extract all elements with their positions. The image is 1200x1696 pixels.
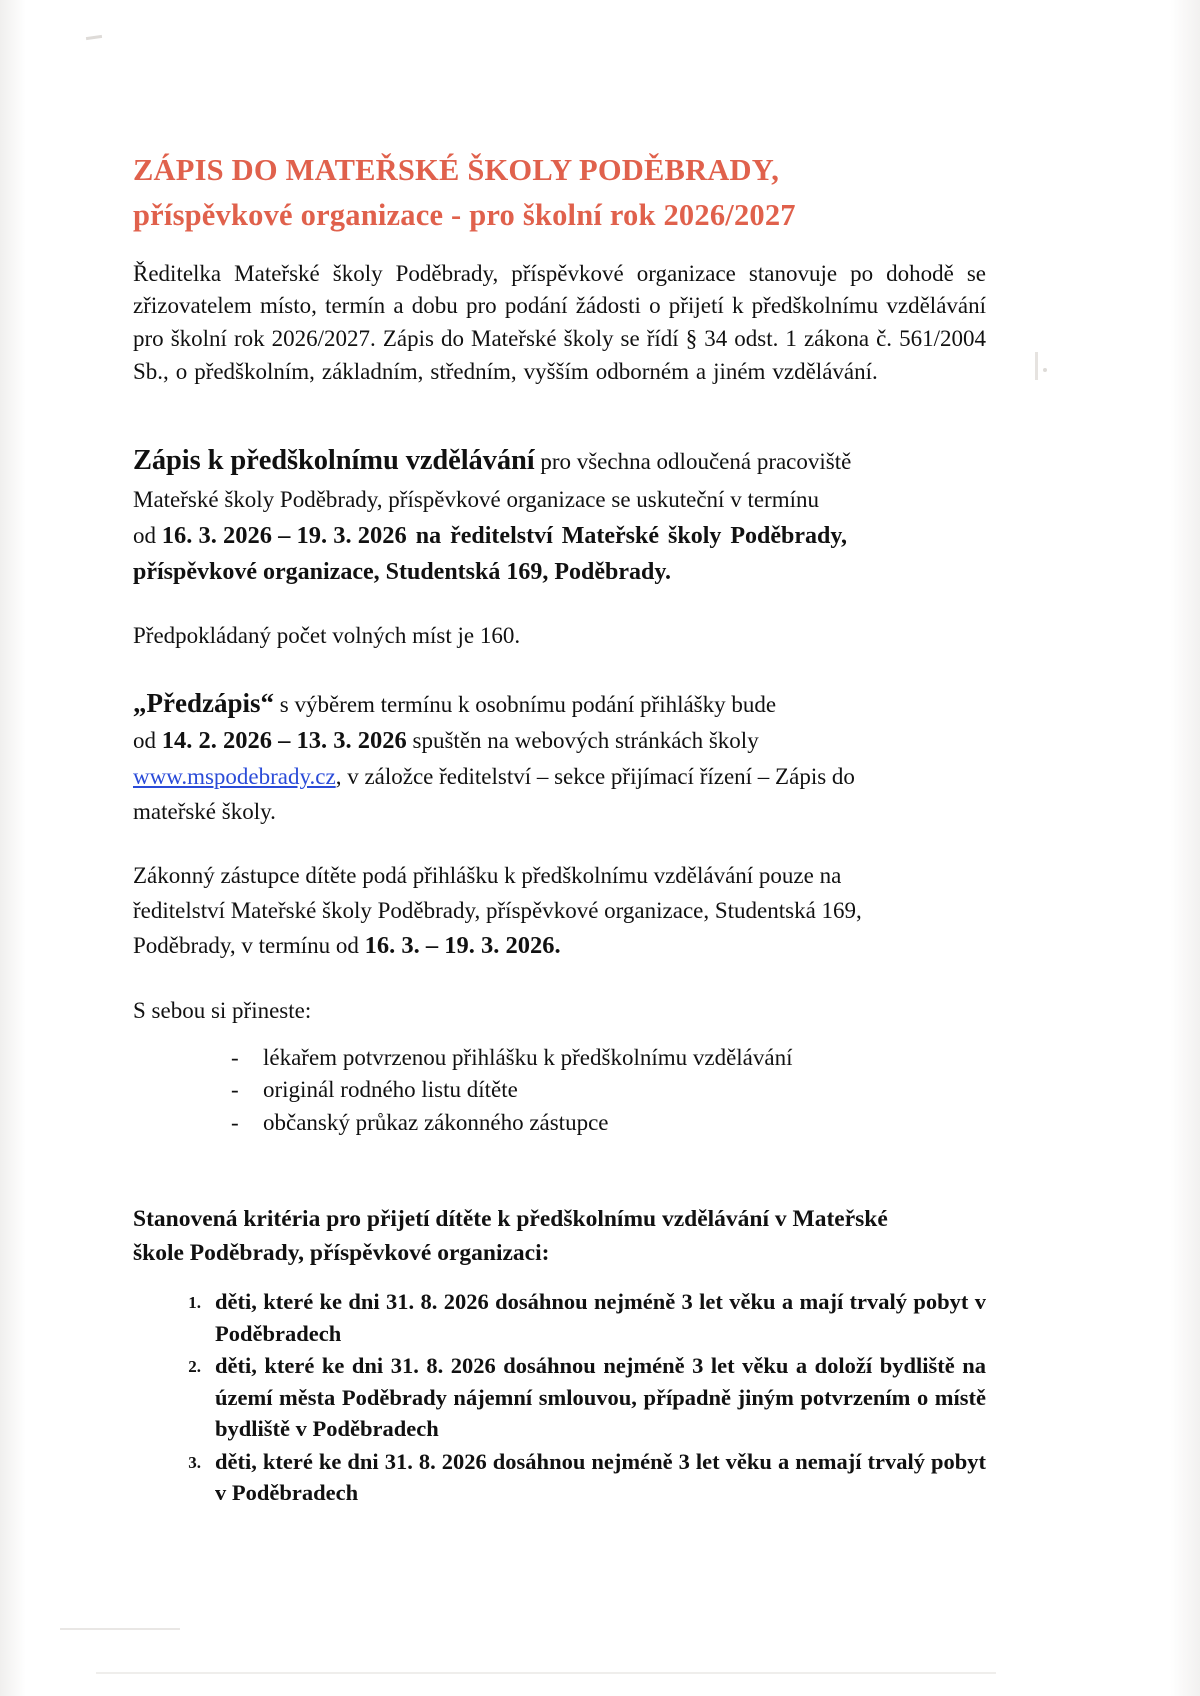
list-item bbox=[231, 1107, 986, 1140]
title-line-1: ZÁPIS DO MATEŘSKÉ ŠKOLY PODĚBRADY, bbox=[133, 153, 780, 187]
scan-artifact bbox=[96, 1672, 996, 1674]
predzapis-heading: „Předzápis“ bbox=[133, 687, 274, 718]
predzapis-line-1 bbox=[133, 683, 986, 724]
predzapis-line-2-suffix: spuštěn na webových stránkách školy bbox=[406, 728, 759, 754]
page-title bbox=[133, 148, 986, 238]
criteria-item bbox=[173, 1286, 986, 1349]
enrollment-heading-suffix: pro všechna odloučená pracoviště bbox=[534, 449, 852, 475]
predzapis-heading-suffix: s výběrem termínu k osobnímu podání přihlášky bude bbox=[274, 691, 777, 717]
title-line-2: příspěvkové organizace - pro školní rok 2026/2027 bbox=[133, 197, 796, 232]
scan-artifact bbox=[1035, 352, 1038, 380]
enrollment-line-3 bbox=[133, 518, 986, 555]
predzapis-block bbox=[133, 683, 986, 829]
scan-edge-right bbox=[1170, 0, 1200, 1696]
enrollment-dates: 16. 3. 2026 – 19. 3. 2026 bbox=[161, 521, 407, 549]
spacer bbox=[133, 388, 986, 440]
enrollment-line-3-suffix: na ředitelství Mateřské školy Poděbrady, bbox=[406, 522, 848, 549]
application-line-3 bbox=[133, 928, 986, 965]
scan-artifact bbox=[1043, 368, 1047, 372]
predzapis-dates: 14. 2. 2026 – 13. 3. 2026 bbox=[161, 727, 407, 755]
school-website-link[interactable]: www.mspodebrady.cz bbox=[133, 764, 336, 790]
enrollment-line-4: příspěvkové organizace, Studentská 169, Poděbrady. bbox=[133, 559, 672, 586]
scan-artifact bbox=[86, 35, 102, 40]
enrollment-line-2: Mateřské školy Poděbrady, příspěvkové organizace se uskuteční v termínu bbox=[133, 487, 819, 513]
spacer bbox=[133, 829, 986, 859]
enrollment-line-3-prefix: od bbox=[133, 522, 162, 548]
application-dates: 16. 3. – 19. 3. 2026. bbox=[364, 932, 561, 960]
list-item-label: lékařem potvrzenou přihlášku k předškolnímu vzdělávání bbox=[263, 1044, 793, 1070]
criteria-text: děti, které ke dni 31. 8. 2026 dosáhnou nejméně 3 let věku a mají trvalý pobyt v Poděbradech bbox=[215, 1289, 986, 1346]
criteria-heading bbox=[133, 1202, 986, 1270]
predzapis-line-2-prefix: od bbox=[133, 728, 162, 754]
spacer bbox=[133, 590, 986, 620]
capacity-paragraph: Předpokládaný počet volných míst je 160. bbox=[133, 623, 521, 649]
dash-marker: - bbox=[231, 1110, 239, 1136]
predzapis-line-2 bbox=[133, 723, 986, 760]
spacer bbox=[133, 653, 986, 683]
predzapis-line-3-suffix: , v záložce ředitelství – sekce přijímací řízení – Zápis do bbox=[335, 764, 855, 790]
criteria-number: 2. bbox=[188, 1357, 201, 1377]
list-item-label: občanský průkaz zákonného zástupce bbox=[263, 1110, 609, 1136]
criteria-heading-line-2: škole Poděbrady, příspěvkové organizaci: bbox=[133, 1240, 550, 1267]
scan-edge-left bbox=[0, 0, 26, 1696]
criteria-list bbox=[133, 1286, 986, 1509]
bring-heading: S sebou si přineste: bbox=[133, 997, 312, 1023]
criteria-number: 1. bbox=[188, 1293, 201, 1313]
dash-marker: - bbox=[231, 1077, 239, 1103]
criteria-text: děti, které ke dni 31. 8. 2026 dosáhnou nejméně 3 let věku a doloží bydliště na území města Poděbrady nájemní smlouvou, případně jiným potvrzením o místě bydliště v Poděbradech bbox=[215, 1353, 986, 1442]
application-line-1: Zákonný zástupce dítěte podá přihlášku k předškolnímu vzdělávání pouze na bbox=[133, 863, 842, 889]
list-item bbox=[231, 1042, 986, 1075]
dash-marker: - bbox=[231, 1044, 239, 1070]
list-item bbox=[231, 1074, 986, 1107]
scan-artifact bbox=[60, 1628, 180, 1630]
predzapis-line-4: mateřské školy. bbox=[133, 798, 276, 824]
document-content bbox=[133, 148, 986, 1510]
application-line-2: ředitelství Mateřské školy Poděbrady, příspěvkové organizace, Studentská 169, bbox=[133, 897, 862, 923]
intro-paragraph: Ředitelka Mateřské školy Poděbrady, příspěvkové organizace stanovuje po dohodě se zřizovatelem místo, termín a dobu pro podání žádosti o přijetí k předškolnímu vzdělávání pro školní rok 2026/2027. Zápis do Mateřské školy se řídí § 34 odst. 1 zákona č. 561/2004 Sb., o předškolním, základním, středním, vyšším odborném a jiném vzdělávání. bbox=[133, 260, 986, 384]
criteria-item bbox=[173, 1446, 986, 1509]
enrollment-block bbox=[133, 440, 986, 590]
criteria-item bbox=[173, 1350, 986, 1445]
enrollment-heading: Zápis k předškolnímu vzdělávání bbox=[133, 445, 535, 477]
enrollment-line-1 bbox=[133, 440, 986, 483]
application-line-3-prefix: Poděbrady, v termínu od bbox=[133, 933, 365, 959]
criteria-text: děti, které ke dni 31. 8. 2026 dosáhnou nejméně 3 let věku a nemají trvalý pobyt v Poděbradech bbox=[215, 1448, 986, 1506]
application-block bbox=[133, 859, 986, 965]
criteria-number: 3. bbox=[188, 1452, 201, 1472]
predzapis-line-3 bbox=[133, 760, 986, 795]
list-item-label: originál rodného listu dítěte bbox=[263, 1077, 518, 1103]
spacer bbox=[133, 965, 986, 995]
criteria-heading-line-1: Stanovená kritéria pro přijetí dítěte k předškolnímu vzdělávání v Mateřské bbox=[133, 1206, 888, 1233]
spacer bbox=[133, 1140, 986, 1202]
bring-list bbox=[133, 1042, 986, 1141]
